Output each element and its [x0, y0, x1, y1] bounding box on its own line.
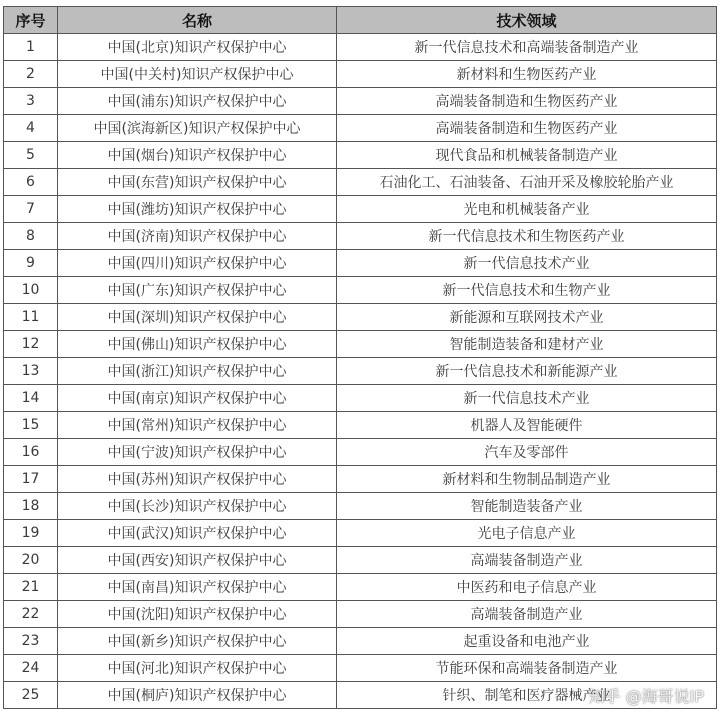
row-index-cell: 16 [4, 439, 58, 466]
row-index-cell: 11 [4, 304, 58, 331]
row-index-cell: 4 [4, 115, 58, 142]
table-row [4, 574, 717, 601]
row-name-cell: 中国(浙江)知识产权保护中心 [58, 358, 337, 385]
row-index-cell: 25 [4, 682, 58, 709]
table-row [4, 277, 717, 304]
row-field-cell: 汽车及零部件 [337, 439, 717, 466]
row-field-cell: 节能环保和高端装备制造产业 [337, 655, 717, 682]
table-row [4, 358, 717, 385]
table-row [4, 547, 717, 574]
row-index-cell: 6 [4, 169, 58, 196]
row-name-cell: 中国(济南)知识产权保护中心 [58, 223, 337, 250]
row-index-cell: 17 [4, 466, 58, 493]
row-name-cell: 中国(广东)知识产权保护中心 [58, 277, 337, 304]
row-name-cell: 中国(深圳)知识产权保护中心 [58, 304, 337, 331]
row-name-cell: 中国(佛山)知识产权保护中心 [58, 331, 337, 358]
row-index-cell: 2 [4, 61, 58, 88]
table-row [4, 331, 717, 358]
row-name-cell: 中国(浦东)知识产权保护中心 [58, 88, 337, 115]
row-index-cell: 14 [4, 385, 58, 412]
header-field: 技术领域 [337, 7, 717, 34]
row-name-cell: 中国(新乡)知识产权保护中心 [58, 628, 337, 655]
row-name-cell: 中国(南京)知识产权保护中心 [58, 385, 337, 412]
row-field-cell: 光电和机械装备产业 [337, 196, 717, 223]
row-index-cell: 23 [4, 628, 58, 655]
row-name-cell: 中国(西安)知识产权保护中心 [58, 547, 337, 574]
row-field-cell: 光电子信息产业 [337, 520, 717, 547]
row-field-cell: 新能源和互联网技术产业 [337, 304, 717, 331]
row-index-cell: 9 [4, 250, 58, 277]
table-row [4, 142, 717, 169]
table-row [4, 115, 717, 142]
row-name-cell: 中国(东营)知识产权保护中心 [58, 169, 337, 196]
row-field-cell: 智能制造装备和建材产业 [337, 331, 717, 358]
row-index-cell: 24 [4, 655, 58, 682]
table-row [4, 628, 717, 655]
table-row [4, 250, 717, 277]
row-index-cell: 20 [4, 547, 58, 574]
row-name-cell: 中国(常州)知识产权保护中心 [58, 412, 337, 439]
row-field-cell: 针织、制笔和医疗器械产业 [337, 682, 717, 709]
table-container [3, 6, 716, 709]
row-field-cell: 石油化工、石油装备、石油开采及橡胶轮胎产业 [337, 169, 717, 196]
row-field-cell: 新材料和生物制品制造产业 [337, 466, 717, 493]
row-index-cell: 8 [4, 223, 58, 250]
table-row [4, 493, 717, 520]
row-index-cell: 21 [4, 574, 58, 601]
row-field-cell: 新一代信息技术和生物产业 [337, 277, 717, 304]
row-field-cell: 新一代信息技术产业 [337, 250, 717, 277]
row-field-cell: 新一代信息技术和生物医药产业 [337, 223, 717, 250]
row-field-cell: 中医药和电子信息产业 [337, 574, 717, 601]
watermark: 知乎 @海哥说IP [588, 687, 704, 706]
row-name-cell: 中国(沈阳)知识产权保护中心 [58, 601, 337, 628]
row-field-cell: 高端装备制造和生物医药产业 [337, 115, 717, 142]
table-row [4, 196, 717, 223]
table-row [4, 655, 717, 682]
header-row [4, 7, 717, 34]
row-field-cell: 新一代信息技术和新能源产业 [337, 358, 717, 385]
table-body [4, 34, 717, 709]
ip-protection-centers-table [3, 6, 717, 709]
row-field-cell: 新一代信息技术产业 [337, 385, 717, 412]
row-field-cell: 现代食品和机械装备制造产业 [337, 142, 717, 169]
row-field-cell: 机器人及智能硬件 [337, 412, 717, 439]
header-index: 序号 [4, 7, 58, 34]
table-row [4, 601, 717, 628]
table-row [4, 520, 717, 547]
row-index-cell: 3 [4, 88, 58, 115]
row-index-cell: 1 [4, 34, 58, 61]
table-row [4, 169, 717, 196]
table-row [4, 385, 717, 412]
row-index-cell: 19 [4, 520, 58, 547]
row-name-cell: 中国(北京)知识产权保护中心 [58, 34, 337, 61]
row-index-cell: 15 [4, 412, 58, 439]
row-name-cell: 中国(烟台)知识产权保护中心 [58, 142, 337, 169]
row-name-cell: 中国(滨海新区)知识产权保护中心 [58, 115, 337, 142]
row-name-cell: 中国(中关村)知识产权保护中心 [58, 61, 337, 88]
row-field-cell: 起重设备和电池产业 [337, 628, 717, 655]
row-index-cell: 7 [4, 196, 58, 223]
row-index-cell: 5 [4, 142, 58, 169]
row-index-cell: 13 [4, 358, 58, 385]
table-row [4, 88, 717, 115]
row-index-cell: 18 [4, 493, 58, 520]
table-row [4, 466, 717, 493]
table-row [4, 61, 717, 88]
row-name-cell: 中国(苏州)知识产权保护中心 [58, 466, 337, 493]
row-field-cell: 高端装备制造产业 [337, 601, 717, 628]
table-row [4, 412, 717, 439]
header-name: 名称 [58, 7, 337, 34]
row-name-cell: 中国(桐庐)知识产权保护中心 [58, 682, 337, 709]
row-name-cell: 中国(武汉)知识产权保护中心 [58, 520, 337, 547]
table-row [4, 223, 717, 250]
row-name-cell: 中国(河北)知识产权保护中心 [58, 655, 337, 682]
row-index-cell: 12 [4, 331, 58, 358]
table-row [4, 439, 717, 466]
row-name-cell: 中国(四川)知识产权保护中心 [58, 250, 337, 277]
row-name-cell: 中国(南昌)知识产权保护中心 [58, 574, 337, 601]
row-field-cell: 新一代信息技术和高端装备制造产业 [337, 34, 717, 61]
table-row [4, 304, 717, 331]
row-field-cell: 高端装备制造产业 [337, 547, 717, 574]
row-index-cell: 22 [4, 601, 58, 628]
row-field-cell: 新材料和生物医药产业 [337, 61, 717, 88]
row-field-cell: 高端装备制造和生物医药产业 [337, 88, 717, 115]
row-field-cell: 智能制造装备产业 [337, 493, 717, 520]
row-index-cell: 10 [4, 277, 58, 304]
table-row [4, 34, 717, 61]
row-name-cell: 中国(宁波)知识产权保护中心 [58, 439, 337, 466]
row-name-cell: 中国(长沙)知识产权保护中心 [58, 493, 337, 520]
row-name-cell: 中国(潍坊)知识产权保护中心 [58, 196, 337, 223]
